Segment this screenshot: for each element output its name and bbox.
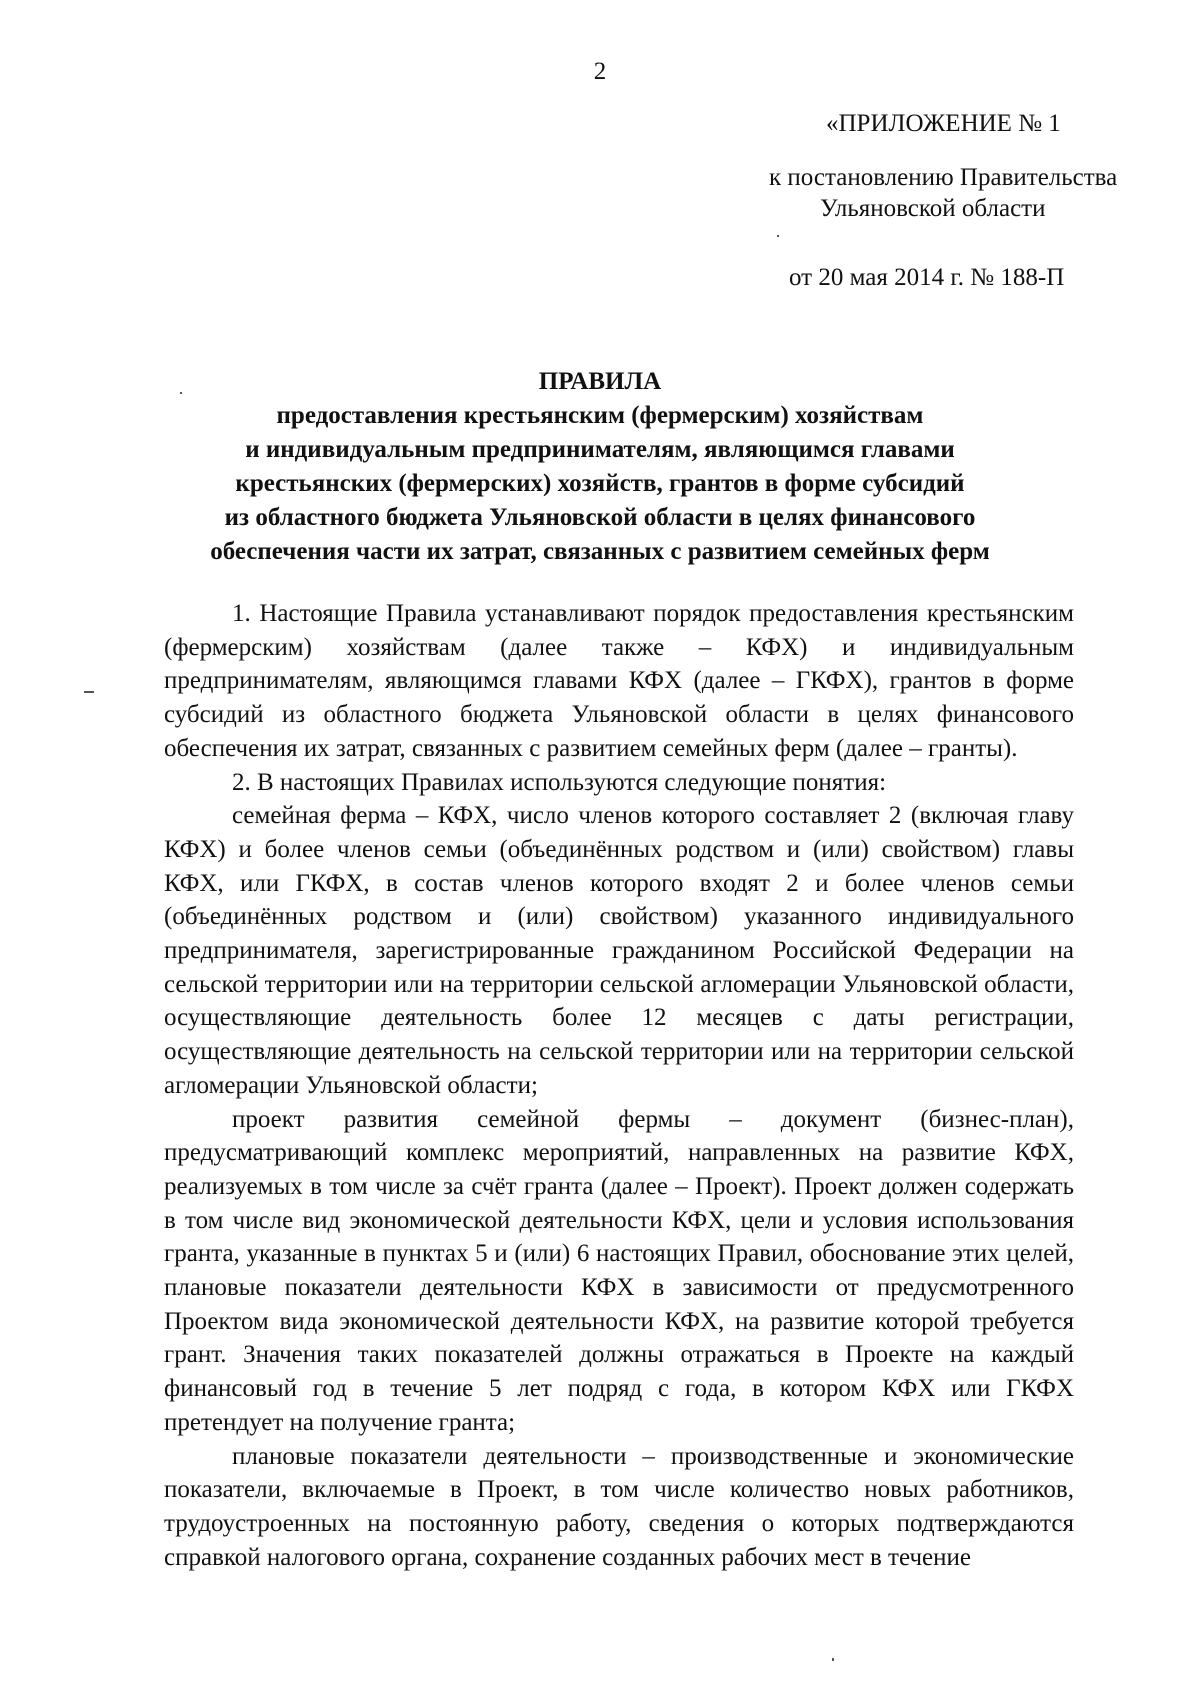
rules-body [164,597,1074,1574]
scan-speck [84,691,94,693]
paragraph-2: 2. В настоящих Правилах используются следующие понятия: [232,768,887,796]
definition-family-farm: семейная ферма – КФХ, число членов которого составляет 2 (включая главу КФХ) и более членов семьи (объединённых родством и (или) свойством) главы КФХ, или ГКФХ, в состав членов которого входят 2 и более членов семьи (объединённых родством и (или) свойством) указанного индивидуального предпринимателя, зарегистрированные гражданином Российской Федерации на сельской территории или на территории сельской агломерации Ульяновской области, осуществляющие деятельность более 12 месяцев с даты регистрации, осуществляющие деятельность на сельской территории или на территории сельской агломерации Ульяновской области; [164,802,1074,1099]
scan-speck [832,1658,834,1661]
subtitle-line: из областного бюджета Ульяновской области в целях финансового [224,504,976,531]
subtitle-line: крестьянских (фермерских) хозяйств, грантов в форме субсидий [235,470,965,497]
definition-project: проект развития семейной фермы – документ (бизнес-план), предусматривающий комплекс мероприятий, направленных на развитие КФХ, реализуемых в том числе за счёт гранта (далее – Проект). Проект должен содержать в том числе вид экономической деятельности КФХ, цели и условия использования гранта, указанные в пунктах 5 и (или) 6 настоящих Правил, обоснование этих целей, плановые показатели деятельности КФХ в зависимости от предусмотренного Проектом вида экономической деятельности КФХ, на развитие которой требуется грант. Значения таких показателей должны отражаться в Проекте на каждый финансовый год в течение 5 лет подряд с года, в котором КФХ или ГКФХ претендует на получение гранта; [164,1105,1074,1436]
subtitle-line: и индивидуальным предпринимателям, являющимся главами [245,436,955,463]
rules-heading: ПРАВИЛА [538,368,662,395]
definition-indicators: плановые показатели деятельности – производственные и экономические показатели, включаемые в Проект, в том числе количество новых работников, трудоустроенных на постоянную работу, сведения о которых подтверждаются справкой налогового органа, сохранение созданных рабочих мест в течение [164,1442,1074,1571]
scan-speck [180,392,182,394]
paragraph-1: 1. Настоящие Правила устанавливают порядок предоставления крестьянским (фермерским) хозяйствам (далее также – КФХ) и индивидуальным предпринимателям, являющимся главами КФХ (далее – ГКФХ), грантов в форме субсидий из областного бюджета Ульяновской области в целях финансового обеспечения их затрат, связанных с развитием семейных ферм (далее – гранты). [164,600,1074,762]
subtitle-line: предоставления крестьянским (фермерским) хозяйствам [276,402,924,429]
scan-speck [777,235,779,237]
appendix-date-number: от 20 мая 2014 г. № 188-П [789,264,1065,291]
appendix-title: «ПРИЛОЖЕНИЕ № 1 [826,110,1061,137]
subtitle-line: обеспечения части их затрат, связанных с развитием семейных ферм [210,538,990,565]
page-number: 2 [593,58,607,85]
rules-subtitle [150,399,1050,569]
appendix-region-line: Ульяновской области [820,195,1046,222]
appendix-resolution-line: к постановлению Правительства [769,164,1118,191]
